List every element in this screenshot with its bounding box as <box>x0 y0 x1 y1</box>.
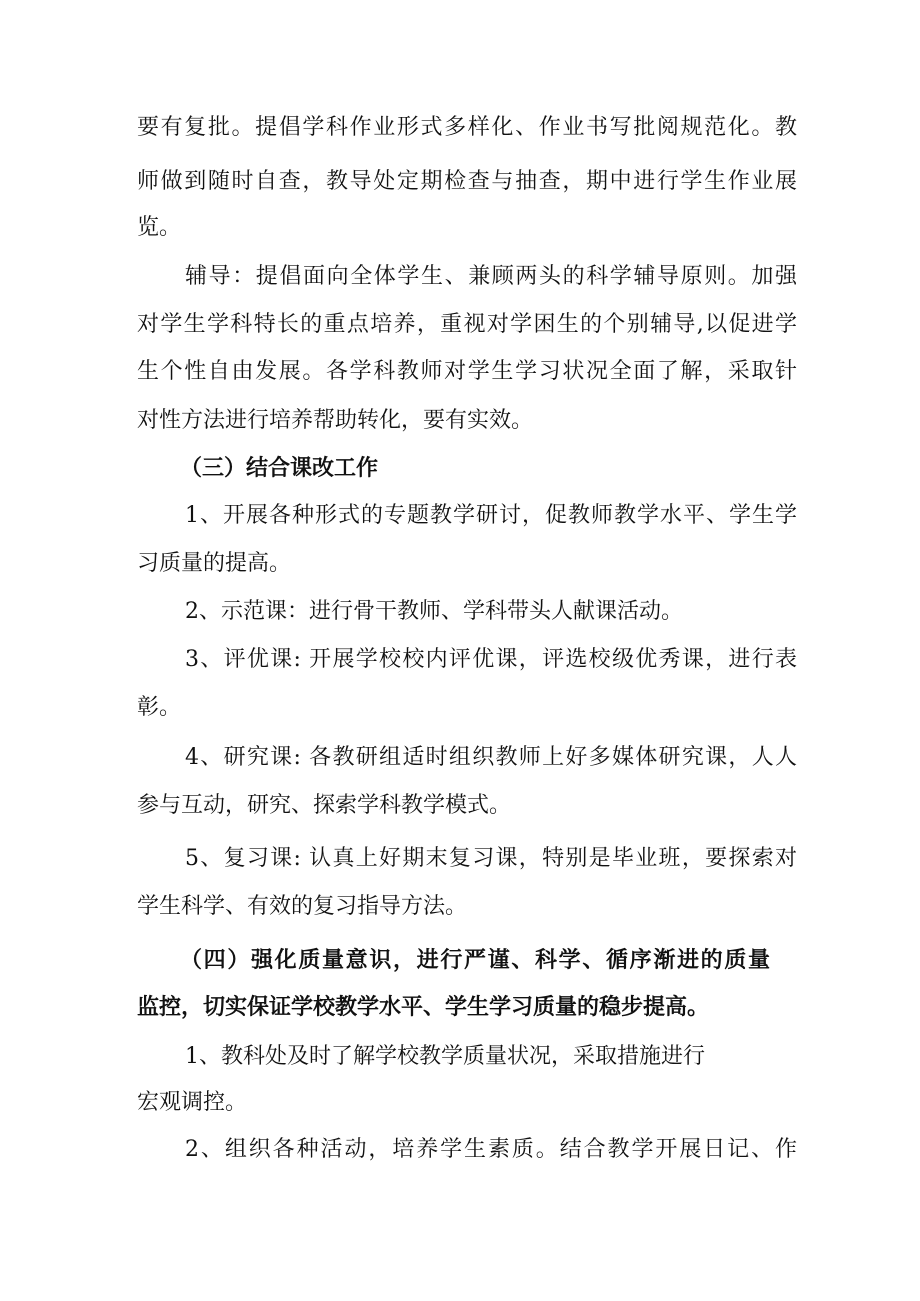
section-heading-four-line-2: 监控，切实保证学校教学水平、学生学习质量的稳步提高。 <box>137 994 710 1020</box>
list-item-6-line-1: 1、教科处及时了解学校教学质量状况，采取措施进行 <box>185 1044 705 1069</box>
list-item-4-line-1: 4、研究课: 各教研组适时组织教师上好多媒体研究课，人人 <box>185 745 797 770</box>
paragraph-line-homework-1: 要有复批。提倡学科作业形式多样化、作业书写批阅规范化。教 <box>137 115 797 140</box>
paragraph-line-tutoring-3: 生个性自由发展。各学科教师对学生学习状况全面了解，采取针 <box>137 359 797 384</box>
paragraph-line-homework-2: 师做到随时自查，教导处定期检查与抽查，期中进行学生作业展 <box>137 169 797 194</box>
paragraph-line-tutoring-4: 对性方法进行培养帮助转化，要有实效。 <box>137 408 534 433</box>
paragraph-line-tutoring-2: 对学生学科特长的重点培养，重视对学困生的个别辅导,以促进学 <box>137 312 797 337</box>
section-heading-four-line-1: （四）强化质量意识，进行严谨、科学、循序渐进的质量 <box>180 947 770 973</box>
list-item-1-line-1: 1、开展各种形式的专题教学研讨，促教师教学水平、学生学 <box>185 503 797 528</box>
list-item-3-line-1: 3、评优课: 开展学校校内评优课，评选校级优秀课，进行表 <box>185 647 797 672</box>
list-item-5-line-2: 学生科学、有效的复习指导方法。 <box>137 894 468 919</box>
list-item-6-line-2: 宏观调控。 <box>137 1090 248 1115</box>
list-item-3-line-2: 彰。 <box>137 695 182 720</box>
list-item-5-line-1: 5、复习课: 认真上好期末复习课，特别是毕业班，要探索对 <box>185 846 797 871</box>
list-item-4-line-2: 参与互动，研究、探索学科教学模式。 <box>137 793 512 818</box>
list-item-2: 2、示范课：进行骨干教师、学科带头人献课活动。 <box>185 599 683 624</box>
paragraph-line-tutoring-1: 辅导：提倡面向全体学生、兼顾两头的科学辅导原则。加强 <box>185 264 797 289</box>
list-item-1-line-2: 习质量的提高。 <box>137 551 292 576</box>
paragraph-line-homework-3: 览。 <box>137 215 182 240</box>
list-item-7-line-1: 2、组织各种活动，培养学生素质。结合教学开展日记、作 <box>185 1137 797 1162</box>
section-heading-three: （三）结合课改工作 <box>180 455 379 481</box>
